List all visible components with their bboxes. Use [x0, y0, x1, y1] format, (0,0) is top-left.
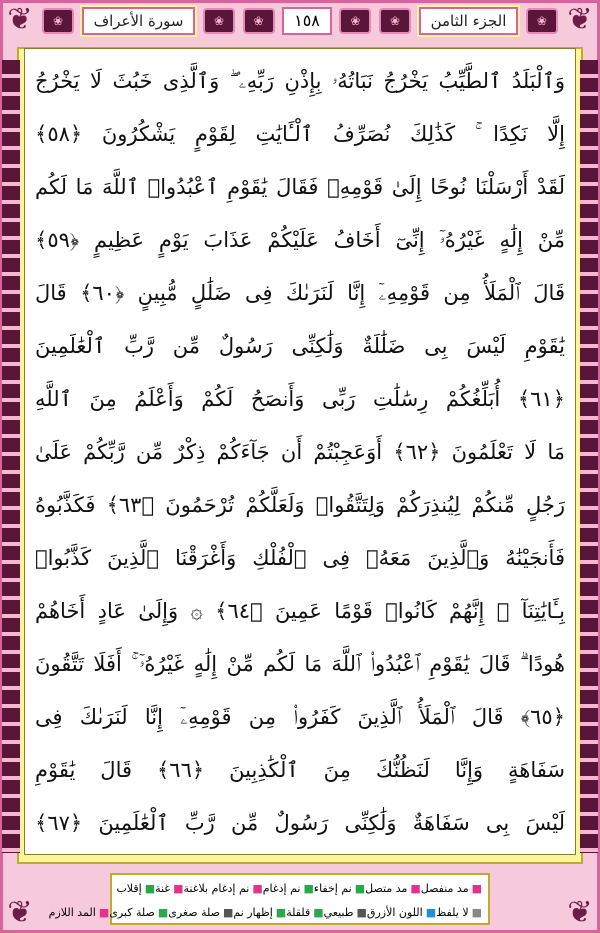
verse-line: رَجُلٍ مِّنكُمْ لِيُنذِرَكُمْ وَلِتَتَّقُوا۟ وَلَعَلَّكُمْ تُرْحَمُونَ ﴿٦٣﴾ فَكَذَّبُوهُ: [35, 493, 565, 517]
verse-line: فَأَنجَيْنَٰهُ وَٱلَّذِينَ مَعَهُۥ فِى ٱلْفُلْكِ وَأَغْرَقْنَا ٱلَّذِينَ كَذَّبُوا۟: [35, 546, 565, 570]
ornament-icon: ❀: [379, 8, 411, 34]
verse-line: مَا لَا تَعْلَمُونَ ﴿٦٢﴾ أَوَعَجِبْتُمْ أَن جَآءَكُمْ ذِكْرٌ مِّن رَّبِّكُمْ عَلَىٰ: [35, 440, 565, 464]
legend-item: [286, 901, 323, 925]
ornament-icon: ❀: [339, 8, 371, 34]
verse-line: وَٱلْبَلَدُ ٱلطَّيِّبُ يَخْرُجُ نَبَاتُهُۥ بِإِذْنِ رَبِّهِۦ ۖ وَٱلَّذِى خَبُثَ لَا يَخْرُجُ: [35, 69, 565, 93]
color-swatch-icon: ■: [252, 882, 263, 895]
legend-label: نم إدغام: [262, 882, 301, 895]
color-swatch-icon: ■: [313, 906, 324, 919]
legend-label: اللون الأزرق: [366, 906, 423, 919]
color-swatch-icon: ■: [471, 882, 482, 895]
side-ornament-right: [580, 60, 598, 853]
legend-item: [421, 877, 482, 901]
color-swatch-icon: ■: [157, 906, 169, 919]
legend-item: [436, 901, 482, 925]
verse-line: سَفَاهَةٍ وَإِنَّا لَنَظُنُّكَ مِنَ ٱلْكَٰذِبِينَ ﴿٦٦﴾ قَالَ يَٰقَوْمِ: [35, 758, 565, 782]
surah-name: سورة الأعراف: [82, 7, 196, 35]
legend-label: مد منفصل: [420, 882, 469, 895]
verse-line: يَٰقَوْمِ لَيْسَ بِى ضَلَٰلَةٌ وَلَٰكِنِّى رَسُولٌ مِّن رَّبِّ ٱلْعَٰلَمِينَ: [35, 334, 565, 358]
legend-item: [116, 877, 155, 901]
ornament-icon: ❀: [203, 8, 235, 34]
corner-ornament-icon: ❦: [567, 2, 593, 37]
verse-line: لَيْسَ بِى سَفَاهَةٌ وَلَٰكِنِّى رَسُولٌ مِّن رَّبِّ ٱلْعَٰلَمِينَ ﴿٦٧﴾: [35, 811, 565, 835]
legend-item: [365, 877, 421, 901]
legend-item: [314, 877, 365, 901]
color-swatch-icon: ■: [354, 882, 366, 895]
color-swatch-icon: ■: [222, 906, 234, 919]
verse-line: ﴿٦١﴾ أُبَلِّغُكُمْ رِسَٰلَٰتِ رَبِّى وَأَنصَحُ لَكُمْ وَأَعْلَمُ مِنَ ٱللَّهِ: [35, 387, 565, 411]
juz-name: الجزء الثامن: [419, 7, 519, 35]
verse-line: إِلَّا نَكِدًا ۚ كَذَٰلِكَ نُصَرِّفُ ٱلْـَٔايَٰتِ لِقَوْمٍ يَشْكُرُونَ ﴿٥٨﴾: [35, 122, 565, 146]
legend-item: [183, 877, 262, 901]
color-swatch-icon: ■: [98, 906, 110, 919]
verse-line: هُودًا ۗ قَالَ يَٰقَوْمِ ٱعْبُدُوا۟ ٱللَّهَ مَا لَكُم مِّنْ إِلَٰهٍ غَيْرُهُۥٓ ۚ أَفَلَا تَتَّقُونَ: [35, 652, 565, 676]
legend-item: [324, 901, 367, 925]
page-number: ١٥٨: [282, 7, 332, 35]
legend-item: [263, 877, 314, 901]
verse-line: ﴿٦٥﴾ قَالَ ٱلْمَلَأُ ٱلَّذِينَ كَفَرُوا۟ مِن قَوْمِهِۦٓ إِنَّا لَنَرَىٰكَ فِى: [35, 705, 565, 729]
verse-line: لَقَدْ أَرْسَلْنَا نُوحًا إِلَىٰ قَوْمِهِۦ فَقَالَ يَٰقَوْمِ ٱعْبُدُوا۟ ٱللَّهَ مَا لَكُم: [35, 175, 565, 199]
legend-row: [48, 901, 482, 925]
legend-label: لا يلفظ: [436, 906, 469, 919]
legend-row: [118, 877, 482, 901]
legend-label: إقلاب: [116, 882, 142, 895]
legend-label: قلقلة: [286, 906, 311, 919]
page-header: [42, 4, 558, 38]
color-swatch-icon: ■: [410, 882, 421, 895]
verse-line: بِـَٔايَٰتِنَآ ۚ إِنَّهُمْ كَانُوا۟ قَوْمًا عَمِينَ ﴿٦٤﴾ ۞ وَإِلَىٰ عَادٍ أَخَاهُمْ: [35, 599, 565, 623]
color-swatch-icon: ■: [425, 906, 437, 919]
side-ornament-left: [2, 60, 20, 853]
corner-ornament-icon: ❦: [7, 2, 33, 37]
legend-label: طبيعي: [323, 906, 354, 919]
legend-item: [109, 901, 168, 925]
color-swatch-icon: ■: [471, 906, 482, 919]
legend-item: [367, 901, 436, 925]
corner-ornament-icon: ❦: [567, 895, 593, 930]
legend-item: [233, 901, 286, 925]
legend-label: غنة: [155, 882, 171, 895]
color-swatch-icon: ■: [275, 906, 287, 919]
ornament-icon: ❀: [42, 8, 74, 34]
corner-ornament-icon: ❦: [7, 895, 33, 930]
legend-item: [49, 901, 110, 925]
verse-line: مِّنْ إِلَٰهٍ غَيْرُهُۥٓ إِنِّىٓ أَخَافُ عَلَيْكُمْ عَذَابَ يَوْمٍ عَظِيمٍ ﴿٥٩﴾: [35, 228, 565, 252]
color-swatch-icon: ■: [173, 882, 184, 895]
legend-item: [155, 877, 183, 901]
legend-label: إظهار نم: [233, 906, 273, 919]
legend-label: نم إدغام بلاغنة: [183, 882, 250, 895]
quran-text: [24, 48, 576, 855]
tajweed-legend: [48, 873, 490, 925]
legend-label: صلة صغرى: [168, 906, 220, 919]
ornament-icon: ❀: [526, 8, 558, 34]
color-swatch-icon: ■: [144, 882, 156, 895]
verse-line: قَالَ ٱلْمَلَأُ مِن قَوْمِهِۦٓ إِنَّا لَنَرَىٰكَ فِى ضَلَٰلٍ مُّبِينٍ ﴿٦٠﴾ قَالَ: [35, 281, 565, 305]
legend-item: [168, 901, 233, 925]
legend-label: مد متصل: [365, 882, 408, 895]
color-swatch-icon: ■: [356, 906, 367, 919]
color-swatch-icon: ■: [303, 882, 314, 895]
ornament-icon: ❀: [243, 8, 275, 34]
legend-label: المد اللازم: [48, 906, 96, 919]
legend-label: نم إخفاء: [313, 882, 352, 895]
legend-label: صلة كبرى: [109, 906, 155, 919]
